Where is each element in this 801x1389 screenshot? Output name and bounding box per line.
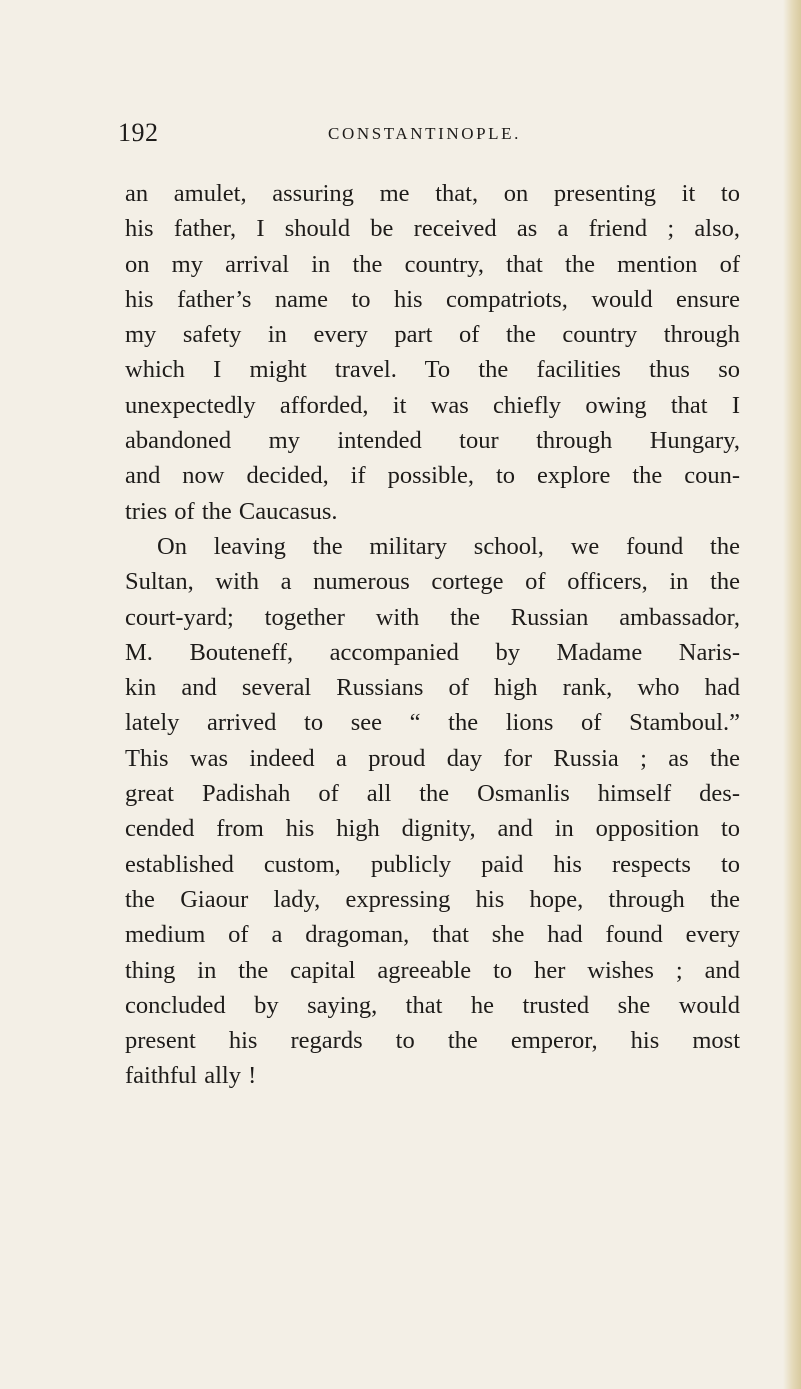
running-title: CONSTANTINOPLE. — [328, 124, 521, 143]
text-line: his father’s name to his compatriots, would ensure — [125, 285, 740, 313]
text-line: thing in the capital agreeable to her wishes ; and — [125, 956, 740, 984]
text-line: cended from his high dignity, and in opposition to — [125, 815, 740, 843]
text-line: present his regards to the emperor, his most — [125, 1027, 740, 1055]
text-line: This was indeed a proud day for Russia ; as the — [125, 744, 740, 772]
text-line: which I might travel. To the facilities thus so — [125, 356, 740, 384]
text-line: great Padishah of all the Osmanlis himself des- — [125, 780, 740, 808]
text-line: On leaving the military school, we found the — [157, 532, 740, 560]
text-line: court-yard; together with the Russian ambassador, — [125, 603, 740, 631]
text-line: M. Bouteneff, accompanied by Madame Naris- — [125, 638, 740, 666]
text-line: medium of a dragoman, that she had found every — [125, 921, 740, 949]
text-line: his father, I should be received as a friend ; also, — [125, 215, 740, 243]
page-number: 192 — [118, 118, 159, 147]
text-line: the Giaour lady, expressing his hope, through the — [125, 885, 740, 913]
text-line: and now decided, if possible, to explore the coun- — [125, 462, 740, 490]
text-line: established custom, publicly paid his respects to — [125, 850, 740, 878]
text-line: on my arrival in the country, that the mention of — [125, 250, 740, 278]
text-line: my safety in every part of the country through — [125, 321, 740, 349]
running-head — [0, 118, 801, 158]
text-line: tries of the Caucasus. — [125, 497, 338, 525]
text-line: unexpectedly afforded, it was chiefly owing that I — [125, 391, 740, 419]
text-line: concluded by saying, that he trusted she would — [125, 991, 740, 1019]
text-line: abandoned my intended tour through Hungary, — [125, 427, 740, 455]
body-text — [125, 176, 740, 1094]
text-line: kin and several Russians of high rank, who had — [125, 674, 740, 702]
text-line: Sultan, with a numerous cortege of officers, in the — [125, 568, 740, 596]
text-line: an amulet, assuring me that, on presenting it to — [125, 180, 740, 207]
text-line: lately arrived to see “ the lions of Stamboul.” — [125, 709, 740, 737]
text-line: faithful ally ! — [125, 1062, 257, 1090]
page-edge — [783, 0, 801, 1389]
